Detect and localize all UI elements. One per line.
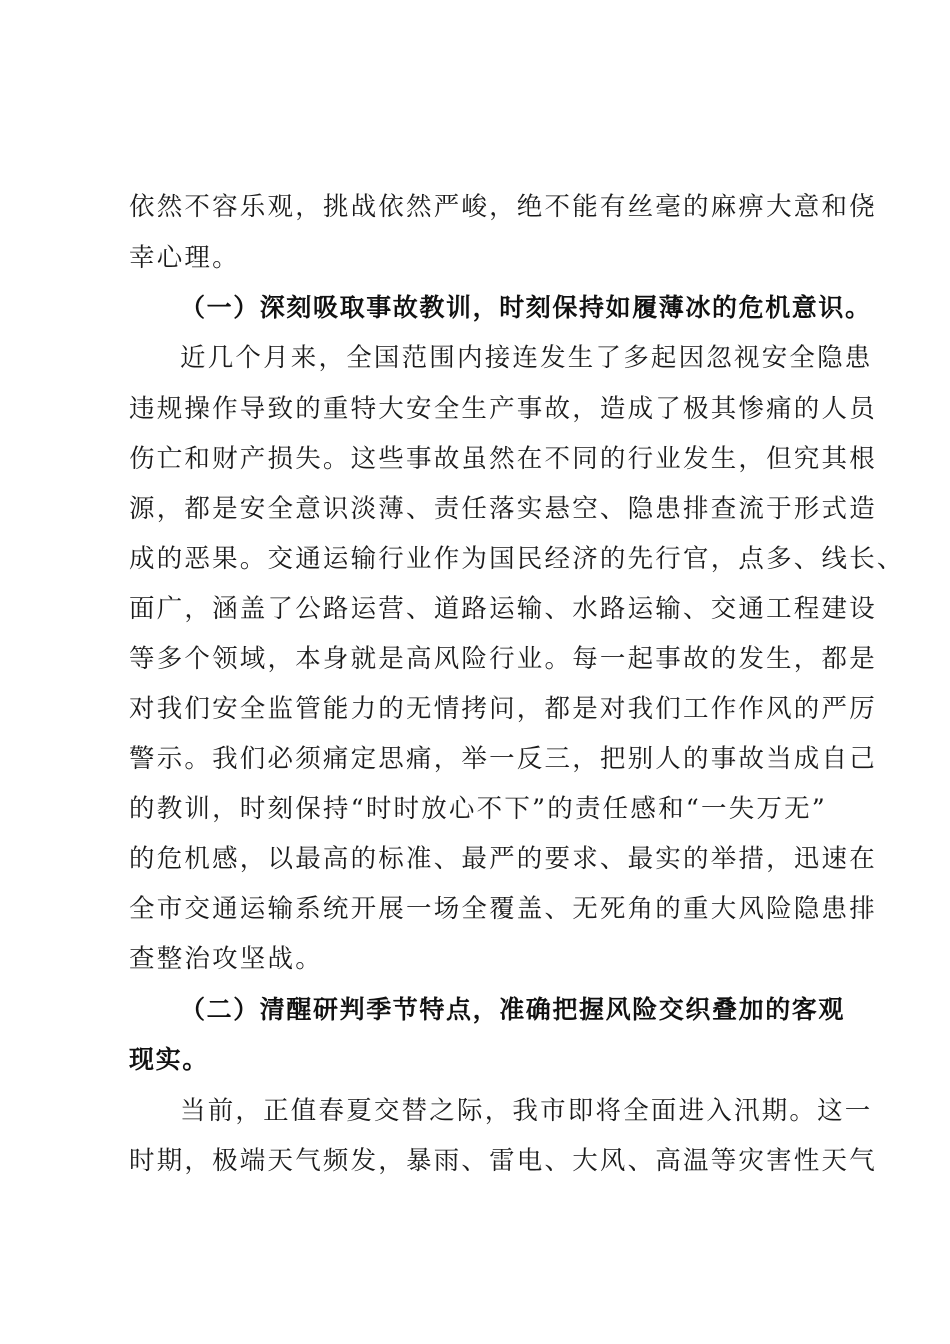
body-text-line: 源，都是安全意识淡薄、责任落实悬空、隐患排查流于形式造 (129, 494, 877, 524)
body-text-line: 幸心理。 (129, 243, 240, 273)
section-heading-1: （一）深刻吸取事故教训，时刻保持如履薄冰的危机意识。 (180, 293, 872, 322)
body-text-line: 的教训，时刻保持“时时放心不下”的责任感和“一失万无” (129, 794, 828, 824)
section-heading-2: （二）清醒研判季节特点，准确把握风险交织叠加的客观 (180, 995, 846, 1024)
body-text-line: 对我们安全监管能力的无情拷问，都是对我们工作作风的严厉 (129, 694, 877, 724)
body-text-line: 当前，正值春夏交替之际，我市即将全面进入汛期。这一 (180, 1096, 873, 1126)
body-text-line: 成的恶果。交通运输行业作为国民经济的先行官，点多、线长、 (129, 544, 905, 574)
section-heading-2-continued: 现实。 (129, 1045, 209, 1074)
body-text-line: 查整治攻坚战。 (129, 944, 323, 974)
body-text-line: 伤亡和财产损失。这些事故虽然在不同的行业发生，但究其根 (129, 444, 877, 474)
body-text-line: 全市交通运输系统开展一场全覆盖、无死角的重大风险隐患排 (129, 894, 877, 924)
body-text-line: 的危机感，以最高的标准、最严的要求、最实的举措，迅速在 (129, 844, 877, 874)
body-text-line: 等多个领域，本身就是高风险行业。每一起事故的发生，都是 (129, 644, 877, 674)
body-text-line: 时期，极端天气频发，暴雨、雷电、大风、高温等灾害性天气 (129, 1146, 877, 1176)
body-text-line: 依然不容乐观，挑战依然严峻，绝不能有丝毫的麻痹大意和侥 (129, 192, 877, 222)
body-text-line: 近几个月来，全国范围内接连发生了多起因忽视安全隐患 (180, 343, 873, 373)
body-text-line: 警示。我们必须痛定思痛，举一反三，把别人的事故当成自己 (129, 744, 877, 774)
body-text-line: 违规操作导致的重特大安全生产事故，造成了极其惨痛的人员 (129, 394, 877, 424)
body-text-line: 面广，涵盖了公路运营、道路运输、水路运输、交通工程建设 (129, 594, 877, 624)
